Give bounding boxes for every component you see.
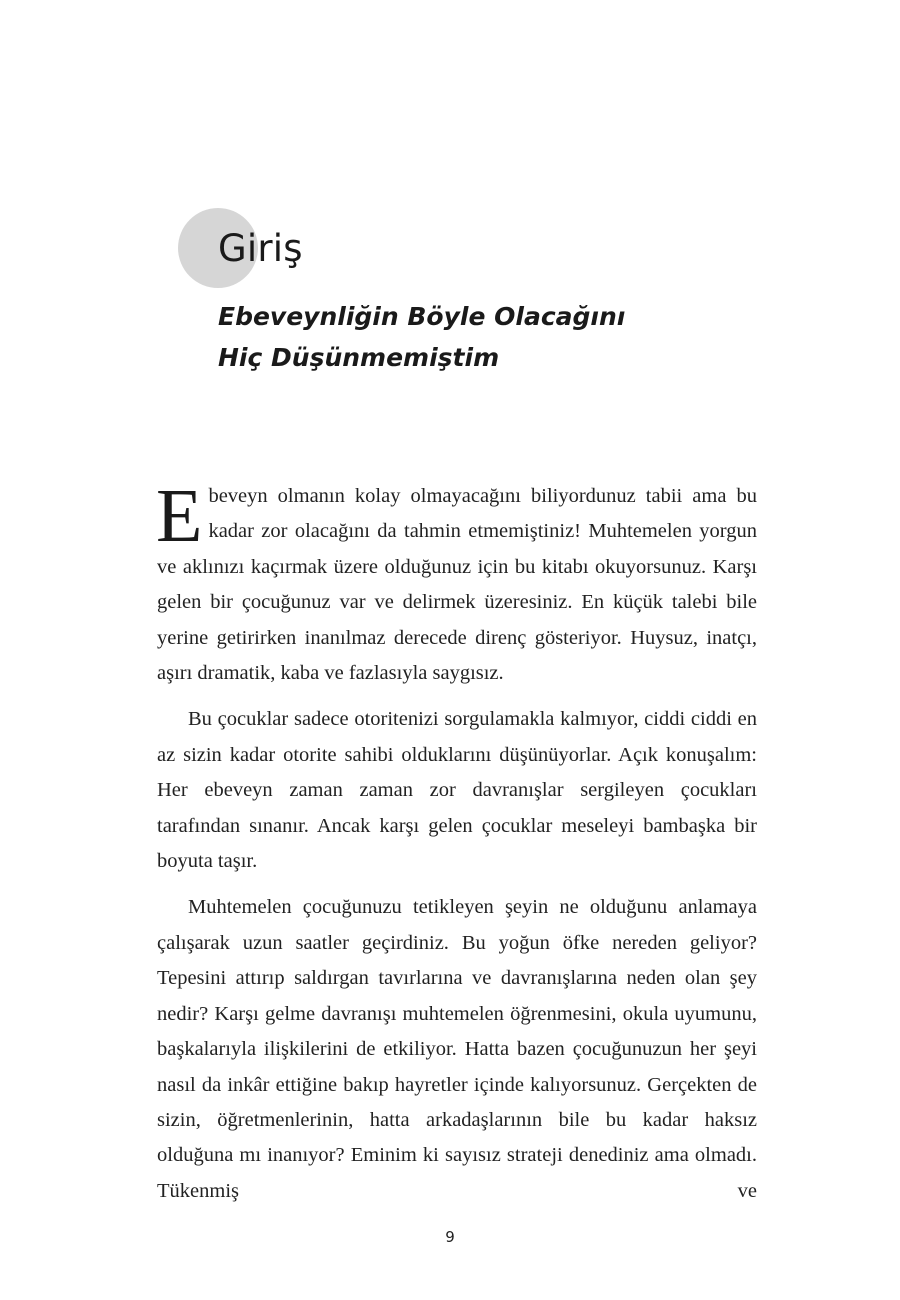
paragraph-1 [156,474,757,691]
chapter-subtitle [218,296,625,378]
chapter-title: Giriş [218,227,303,270]
paragraph-1-text: beveyn olmanın kolay olmayacağını biliyordunuz tabii ama bu kadar zor olacağını da tahmin etmemiştiniz! Muhtemelen yorgun ve aklınızı kaçırmak üzere olduğunuz için bu kitabı okuyorsunuz. Karşı gelen bir çocuğunuz var ve delirmek üzeresiniz. En küçük talebi bile yerine getirirken inanılmaz derecede direnç gösteriyor. Huysuz, inatçı, aşırı dramatik, kaba ve fazlasıyla saygısız. [157,485,757,685]
chapter-subtitle-line-2: Hiç Düşünmemiştim [218,343,500,372]
chapter-subtitle-line-1: Ebeveynliğin Böyle Olacağını [218,302,626,331]
paragraph-3: Muhtemelen çocuğunuzu tetikleyen şeyin ne olduğunu anlamaya çalışarak uzun saatler geçirdiniz. Bu yoğun öfke nereden geliyor? Tepesini attırıp saldırgan tavırlarına ve davranışlarına neden olan şey nedir? Karşı gelme davranışı muhtemelen öğrenmesini, okula uyumunu, başkalarıyla ilişkilerini de etkiliyor. Hatta bazen çocuğunuzun her şeyi nasıl da inkâr ettiğine bakıp hayretler içinde kalıyorsunuz. Gerçekten de sizin, öğretmenlerinin, hatta arkadaşlarının bile bu kadar haksız olduğuna mı inanıyor? Eminim ki sayısız strateji denediniz ama olmadı. Tükenmiş ve [157,896,757,1202]
drop-cap: E [156,474,203,558]
chapter-body [156,474,757,1220]
paragraph-2: Bu çocuklar sadece otoritenizi sorgulamakla kalmıyor, ciddi ciddi en az sizin kadar otorite sahibi olduklarını düşünüyorlar. Açık konuşalım: Her ebeveyn zaman zaman zor davranışlar sergileyen çocukları tarafından sınanır. Ancak karşı gelen çocuklar meseleyi bambaşka bir boyuta taşır. [157,708,757,873]
page-number: 9 [445,1228,455,1246]
